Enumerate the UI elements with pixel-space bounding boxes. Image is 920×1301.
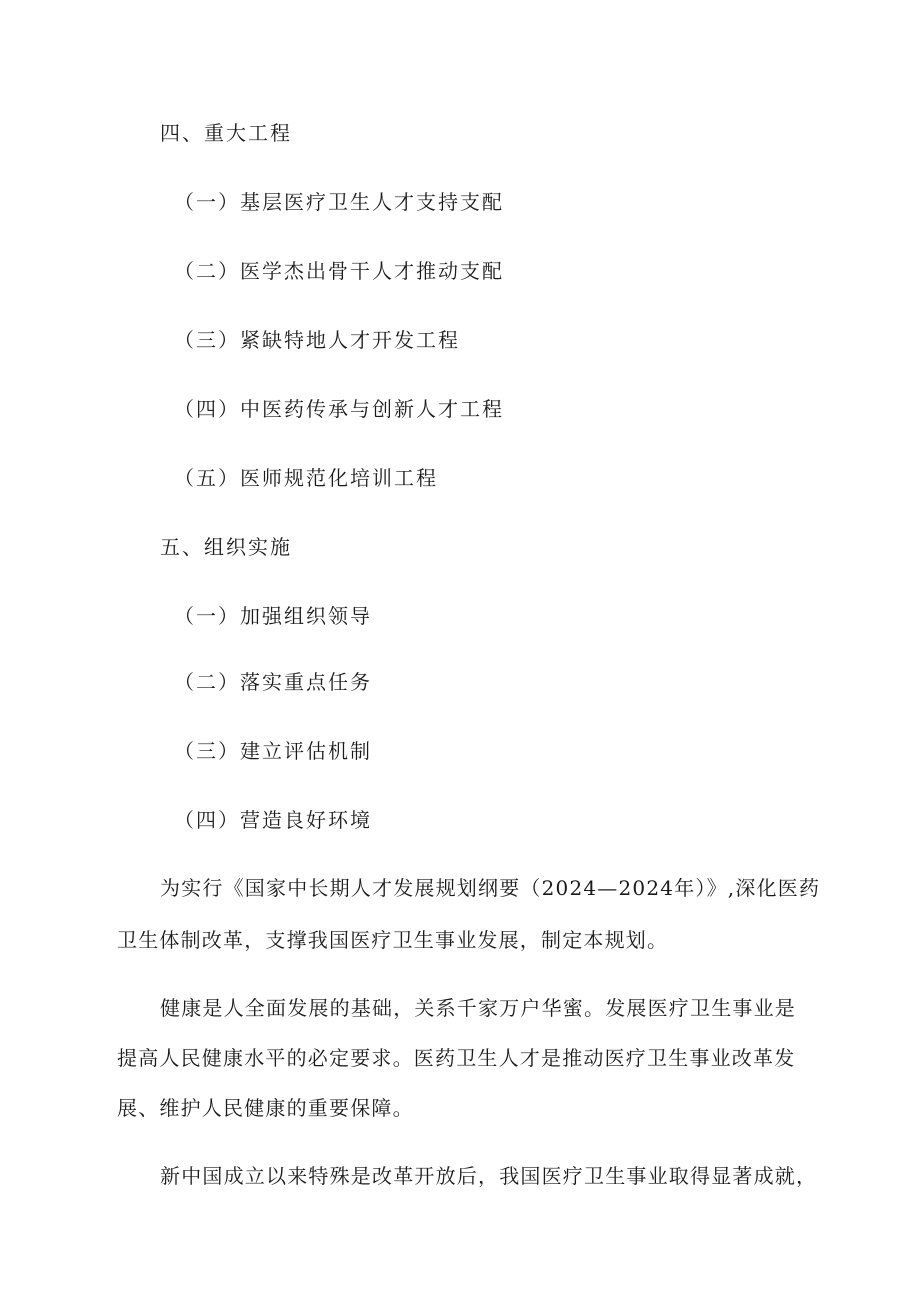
- paragraph-line: 为实行《国家中长期人才发展规划纲要（2024—2024年）》,深化医药: [160, 876, 821, 900]
- paragraph-line: 卫生体制改革，支撑我国医疗卫生事业发展，制定本规划。: [117, 928, 669, 952]
- list-item: （四）营造良好环境: [174, 808, 372, 832]
- list-item: （五）医师规范化培训工程: [174, 466, 438, 490]
- list-item: （一）加强组织领导: [174, 604, 372, 628]
- paragraph-line: 健康是人全面发展的基础，关系千家万户华蜜。发展医疗卫生事业是: [160, 996, 796, 1020]
- list-item: （二）医学杰出骨干人才推动支配: [174, 259, 504, 283]
- paragraph-line: 新中国成立以来特殊是改革开放后，我国医疗卫生事业取得显著成就，: [160, 1164, 818, 1188]
- list-item: （一）基层医疗卫生人才支持支配: [174, 190, 504, 214]
- paragraph-line: 展、维护人民健康的重要保障。: [117, 1096, 414, 1120]
- paragraph-line: 提高人民健康水平的必定要求。医药卫生人才是推动医疗卫生事业改革发: [117, 1046, 796, 1070]
- list-item: （三）建立评估机制: [174, 739, 372, 763]
- list-item: （四）中医药传承与创新人才工程: [174, 397, 504, 421]
- list-item: （二）落实重点任务: [174, 670, 372, 694]
- list-item: （三）紧缺特地人才开发工程: [174, 328, 460, 352]
- section-heading-5: 五、组织实施: [160, 535, 292, 559]
- section-heading-4: 四、重大工程: [160, 121, 292, 145]
